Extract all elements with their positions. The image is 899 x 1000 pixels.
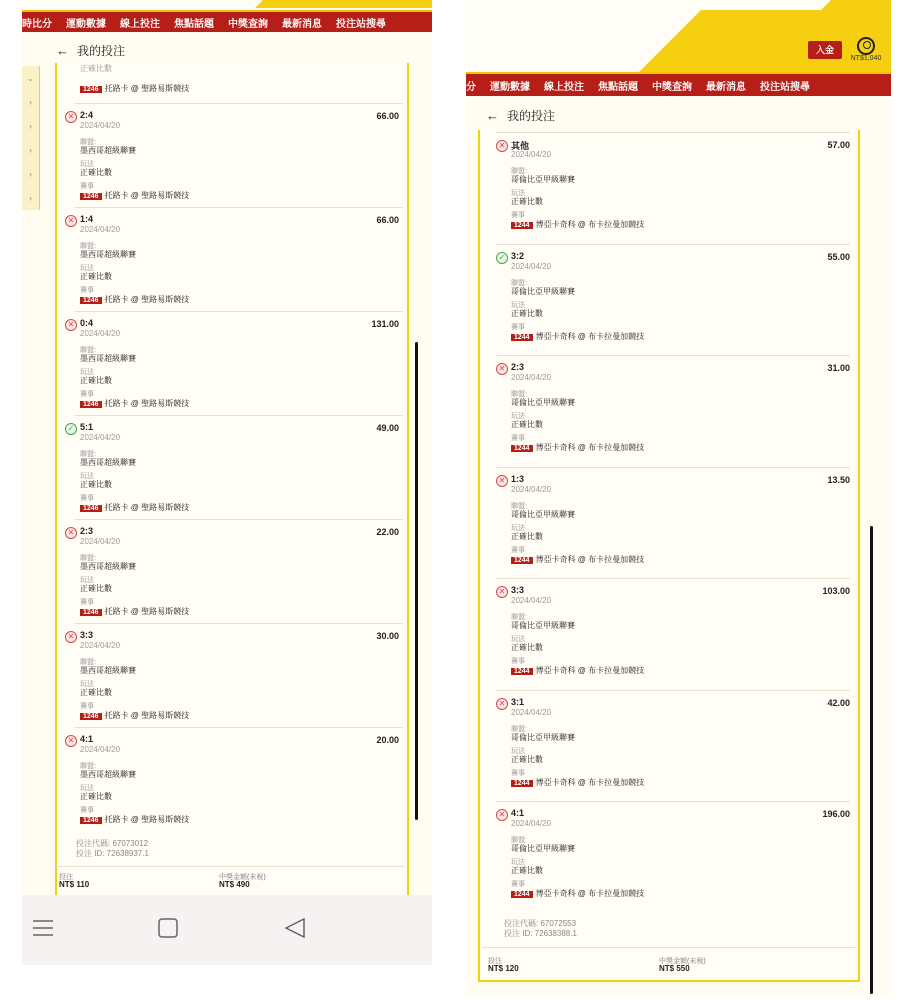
match-name: 博亞卡奇科 @ 布卡拉曼加競技 [535,443,645,452]
bet-amount: 103.00 [822,586,850,596]
score-line: 1:4 [80,214,94,224]
league-name: 墨西哥超級聯賽 [80,458,136,467]
score-line: 0:4 [80,318,94,328]
header-banner [466,0,891,72]
league-label: 聯盟: [511,725,527,733]
bet-code: 投注代碼: 67073012 [76,839,149,848]
match-line [511,554,644,565]
item-divider [75,415,403,416]
page-title: 我的投注 [507,109,556,123]
nav-item-2[interactable]: 線上投注 [544,81,584,93]
nav-item-0[interactable]: 時比分 [22,18,52,30]
chevron-right-icon[interactable]: › [29,97,32,107]
event-label: 賽事 [80,599,94,606]
score-line: 3:1 [511,696,525,707]
league-label: 聯盟: [511,168,527,175]
lose-cross-icon: ✕ [496,475,508,487]
match-name: 托路卡 @ 聖路易斯競技 [104,191,190,200]
back-arrow-icon[interactable]: ← [56,43,69,58]
lose-cross-icon: ✕ [65,631,77,643]
event-label: 賽事 [511,881,525,888]
account-area[interactable] [844,37,888,62]
win-value: NT$ 490 [219,880,250,889]
page-title: 我的投注 [77,44,126,58]
right-phone-screenshot [466,0,891,995]
chevron-down-icon[interactable]: ⌄ [26,73,35,83]
bet-amount: 131.00 [371,319,399,329]
bet-amount: 31.00 [827,363,850,373]
league-name: 哥倫比亞甲級聯賽 [511,844,575,853]
match-line [80,398,189,409]
league-name: 墨西哥超級聯賽 [80,562,136,571]
play-type: 正確比數 [511,420,543,429]
bet-amount: 49.00 [376,423,399,433]
item-divider [75,207,403,208]
lose-cross-icon: ✕ [65,215,77,227]
event-label: 賽事 [80,287,94,294]
play-type: 正確比數 [80,480,112,489]
score-line: 2:3 [80,526,94,536]
league-label: 聯盟: [80,763,96,770]
play-label: 玩法 [80,681,94,688]
play-type: 正確比數 [511,197,543,206]
event-badge: 1244 [511,891,533,898]
nav-item-2[interactable]: 線上投注 [120,18,160,30]
nav-item-5[interactable]: 最新消息 [282,18,322,30]
bet-date: 2024/04/20 [511,596,552,605]
play-label: 玩法 [80,473,94,480]
event-badge: 1244 [511,222,533,229]
match-name: 托路卡 @ 聖路易斯競技 [104,399,190,408]
bet-date: 2024/04/20 [80,121,121,130]
event-badge: 1246 [80,609,102,616]
nav-item-6[interactable]: 投注站搜尋 [760,81,810,93]
menu-icon[interactable] [33,921,53,935]
event-badge: 1246 [80,86,102,93]
score-line: 5:1 [80,422,94,432]
match-line [80,502,189,513]
bet-date: 2024/04/20 [511,150,552,159]
bet-amount: 57.00 [827,140,850,150]
scrollbar[interactable] [415,342,418,820]
play-label: 玩法 [511,524,525,532]
win-check-icon: ✓ [65,423,77,435]
main-nav [22,10,432,32]
match-line [511,331,644,342]
stake-label: 投注 [488,958,502,965]
lose-cross-icon: ✕ [65,111,77,123]
event-label: 賽事 [511,658,525,665]
nav-item-5[interactable]: 最新消息 [706,81,746,93]
play-label: 玩法 [80,785,94,792]
event-badge: 1244 [511,445,533,452]
item-divider [496,467,850,468]
nav-item-1[interactable]: 運動數據 [66,18,106,30]
bet-amount: 55.00 [827,251,850,262]
play-type: 正確比數 [80,272,112,281]
score-line: 其他 [511,141,530,151]
score-line: 4:1 [511,808,525,818]
match-line [80,294,189,305]
play-type: 正確比數 [511,308,543,318]
match-line [80,606,189,617]
account-balance: NT$1,040 [850,55,882,62]
item-divider [496,355,850,356]
score-line: 3:3 [80,630,94,640]
match-name: 博亞卡奇科 @ 布卡拉曼加競技 [535,554,645,564]
score-line: 1:3 [511,473,525,484]
league-label: 聯盟: [80,555,96,562]
match-line [80,814,189,825]
event-label: 賽事 [511,546,525,554]
nav-item-4[interactable]: 中獎查詢 [652,81,692,93]
match-name: 博亞卡奇科 @ 布卡拉曼加競技 [535,889,645,898]
home-square-icon[interactable] [159,919,177,937]
match-line [80,710,189,721]
match-line [511,442,644,453]
league-name: 墨西哥超級聯賽 [80,146,136,155]
play-type: 正確比數 [80,584,112,593]
score-line: 2:3 [511,362,525,372]
win-check-icon: ✓ [496,252,508,264]
match-name: 博亞卡奇科 @ 布卡拉曼加競技 [535,220,645,229]
play-type: 正確比數 [511,754,543,764]
event-badge: 1246 [80,505,102,512]
match-line [511,219,644,230]
lose-cross-icon: ✕ [496,586,508,598]
match-line [80,190,189,201]
win-label: 中獎金額(未稅) [659,958,706,965]
play-label: 玩法 [80,369,94,376]
left-phone-screenshot [22,0,432,965]
event-label: 賽事 [80,391,94,398]
nav-item-6[interactable]: 投注站搜尋 [336,18,386,30]
play-label: 玩法 [80,577,94,584]
back-header[interactable] [486,107,555,124]
nav-item-3[interactable]: 焦點話題 [598,81,638,93]
league-name: 哥倫比亞甲級聯賽 [511,286,575,296]
event-badge: 1244 [511,557,533,564]
nav-item-3[interactable]: 焦點話題 [174,18,214,30]
item-divider [75,311,403,312]
event-badge: 1244 [511,780,533,787]
score-line: 2:4 [80,110,94,120]
match-name: 托路卡 @ 聖路易斯競技 [104,711,190,720]
play-label: 玩法 [511,636,525,643]
deposit-button[interactable]: 入金 [808,41,842,59]
partial-text: 正確比數 [80,64,112,73]
bet-code: 投注代碼: 67072553 [504,919,577,928]
play-label: 玩法 [80,161,94,168]
lose-cross-icon: ✕ [496,809,508,821]
league-name: 哥倫比亞甲級聯賽 [511,175,575,184]
event-label: 賽事 [511,212,525,219]
bet-date: 2024/04/20 [511,261,552,271]
chevron-right-icon[interactable]: › [29,121,32,131]
league-name: 墨西哥超級聯賽 [80,770,136,779]
divider [482,947,855,948]
user-account-icon[interactable] [857,37,875,55]
match-name: 博亞卡奇科 @ 布卡拉曼加競技 [535,666,645,675]
league-label: 聯盟: [80,451,96,458]
event-badge: 1246 [80,817,102,824]
bet-id: 投注 ID: 72638388.1 [504,929,577,938]
bet-amount: 196.00 [822,809,850,819]
match-name: 托路卡 @ 聖路易斯競技 [104,84,190,93]
play-label: 玩法 [511,190,525,197]
league-name: 墨西哥超級聯賽 [80,250,136,259]
bet-date: 2024/04/20 [80,225,121,234]
play-label: 玩法 [511,413,525,420]
nav-item-0[interactable]: 分 [466,81,476,93]
play-label: 玩法 [511,747,525,755]
item-divider [75,519,403,520]
league-name: 哥倫比亞甲級聯賽 [511,398,575,407]
bet-amount: 20.00 [376,735,399,745]
bet-amount: 13.50 [827,474,850,485]
item-divider [496,578,850,579]
lose-cross-icon: ✕ [496,698,508,710]
chevron-right-icon[interactable]: › [29,193,32,203]
league-label: 聯盟: [511,391,527,398]
score-line: 3:3 [511,585,525,595]
bet-date: 2024/04/20 [80,433,121,442]
nav-item-1[interactable]: 運動數據 [490,81,530,93]
item-divider [75,727,403,728]
match-name: 博亞卡奇科 @ 布卡拉曼加競技 [535,777,645,787]
league-label: 聯盟: [511,837,527,844]
bet-slip-card [478,130,860,982]
bet-date: 2024/04/20 [511,373,552,382]
league-name: 哥倫比亞甲級聯賽 [511,732,575,742]
league-label: 聯盟: [511,614,527,621]
win-label: 中獎金額(未稅) [219,874,266,881]
nav-buttons [22,895,432,965]
bet-amount: 30.00 [376,631,399,641]
win-value: NT$ 550 [659,964,690,973]
play-label: 玩法 [511,301,525,309]
league-name: 墨西哥超級聯賽 [80,666,136,675]
divider [56,866,404,867]
main-nav [466,72,891,96]
match-line [511,888,644,899]
league-label: 聯盟: [80,139,96,146]
league-name: 哥倫比亞甲級聯賽 [511,509,575,519]
league-label: 聯盟: [511,502,527,510]
stake-value: NT$ 110 [59,880,90,889]
lose-cross-icon: ✕ [496,363,508,375]
match-line [511,665,644,676]
play-type: 正確比數 [511,531,543,541]
lose-cross-icon: ✕ [65,527,77,539]
event-badge: 1246 [80,713,102,720]
match-name: 托路卡 @ 聖路易斯競技 [104,815,190,824]
lose-cross-icon: ✕ [65,319,77,331]
chevron-right-icon[interactable]: › [29,145,32,155]
nav-item-4[interactable]: 中獎查詢 [228,18,268,30]
bet-date: 2024/04/20 [511,484,552,494]
event-label: 賽事 [80,495,94,502]
score-line: 4:1 [80,734,94,744]
match-name: 托路卡 @ 聖路易斯競技 [104,503,190,512]
match-name: 托路卡 @ 聖路易斯競技 [104,607,190,616]
event-label: 賽事 [511,769,525,777]
back-header[interactable] [56,42,125,59]
bet-date: 2024/04/20 [80,641,121,650]
match-line [511,777,644,788]
android-nav-bar [22,895,432,965]
bet-amount: 22.00 [376,527,399,537]
bet-slip-card [55,63,409,895]
event-badge: 1246 [80,193,102,200]
play-label: 玩法 [80,265,94,272]
bet-amount: 66.00 [376,111,399,121]
item-divider [496,690,850,691]
event-label: 賽事 [80,183,94,190]
item-divider [496,801,850,802]
event-badge: 1244 [511,334,533,341]
play-label: 玩法 [511,859,525,866]
scrollbar[interactable] [870,526,873,994]
bet-id: 投注 ID: 72638937.1 [76,849,149,858]
league-label: 聯盟: [511,279,527,287]
lose-cross-icon: ✕ [496,140,508,152]
bet-date: 2024/04/20 [80,537,121,546]
play-type: 正確比數 [511,866,543,875]
event-label: 賽事 [80,807,94,814]
event-label: 賽事 [511,435,525,442]
bet-amount: 66.00 [376,215,399,225]
lose-cross-icon: ✕ [65,735,77,747]
back-triangle-icon[interactable] [286,919,304,937]
bet-amount: 42.00 [827,697,850,708]
event-label: 賽事 [511,323,525,331]
match-name: 托路卡 @ 聖路易斯競技 [104,295,190,304]
bet-date: 2024/04/20 [80,745,121,754]
back-arrow-icon[interactable]: ← [486,108,499,123]
item-divider [75,103,403,104]
play-type: 正確比數 [80,376,112,385]
stake-label: 投注 [59,874,73,881]
play-type: 正確比數 [80,168,112,177]
bet-date: 2024/04/20 [511,819,552,828]
league-label: 聯盟: [80,659,96,666]
item-divider [75,623,403,624]
play-type: 正確比數 [511,643,543,652]
play-type: 正確比數 [80,792,112,801]
chevron-right-icon[interactable]: › [29,169,32,179]
score-line: 3:2 [511,250,525,261]
bet-date: 2024/04/20 [80,329,121,338]
item-divider [496,244,850,245]
league-label: 聯盟: [80,243,96,250]
event-label: 賽事 [80,703,94,710]
event-badge: 1246 [80,297,102,304]
play-type: 正確比數 [80,688,112,697]
match-name: 博亞卡奇科 @ 布卡拉曼加競技 [535,331,645,341]
league-name: 哥倫比亞甲級聯賽 [511,621,575,630]
league-name: 墨西哥超級聯賽 [80,354,136,363]
event-badge: 1246 [80,401,102,408]
item-divider [496,132,850,133]
bet-date: 2024/04/20 [511,707,552,717]
league-label: 聯盟: [80,347,96,354]
event-badge: 1244 [511,668,533,675]
collapsed-sidebar [22,66,40,210]
stake-value: NT$ 120 [488,964,519,973]
match-line [80,83,189,94]
